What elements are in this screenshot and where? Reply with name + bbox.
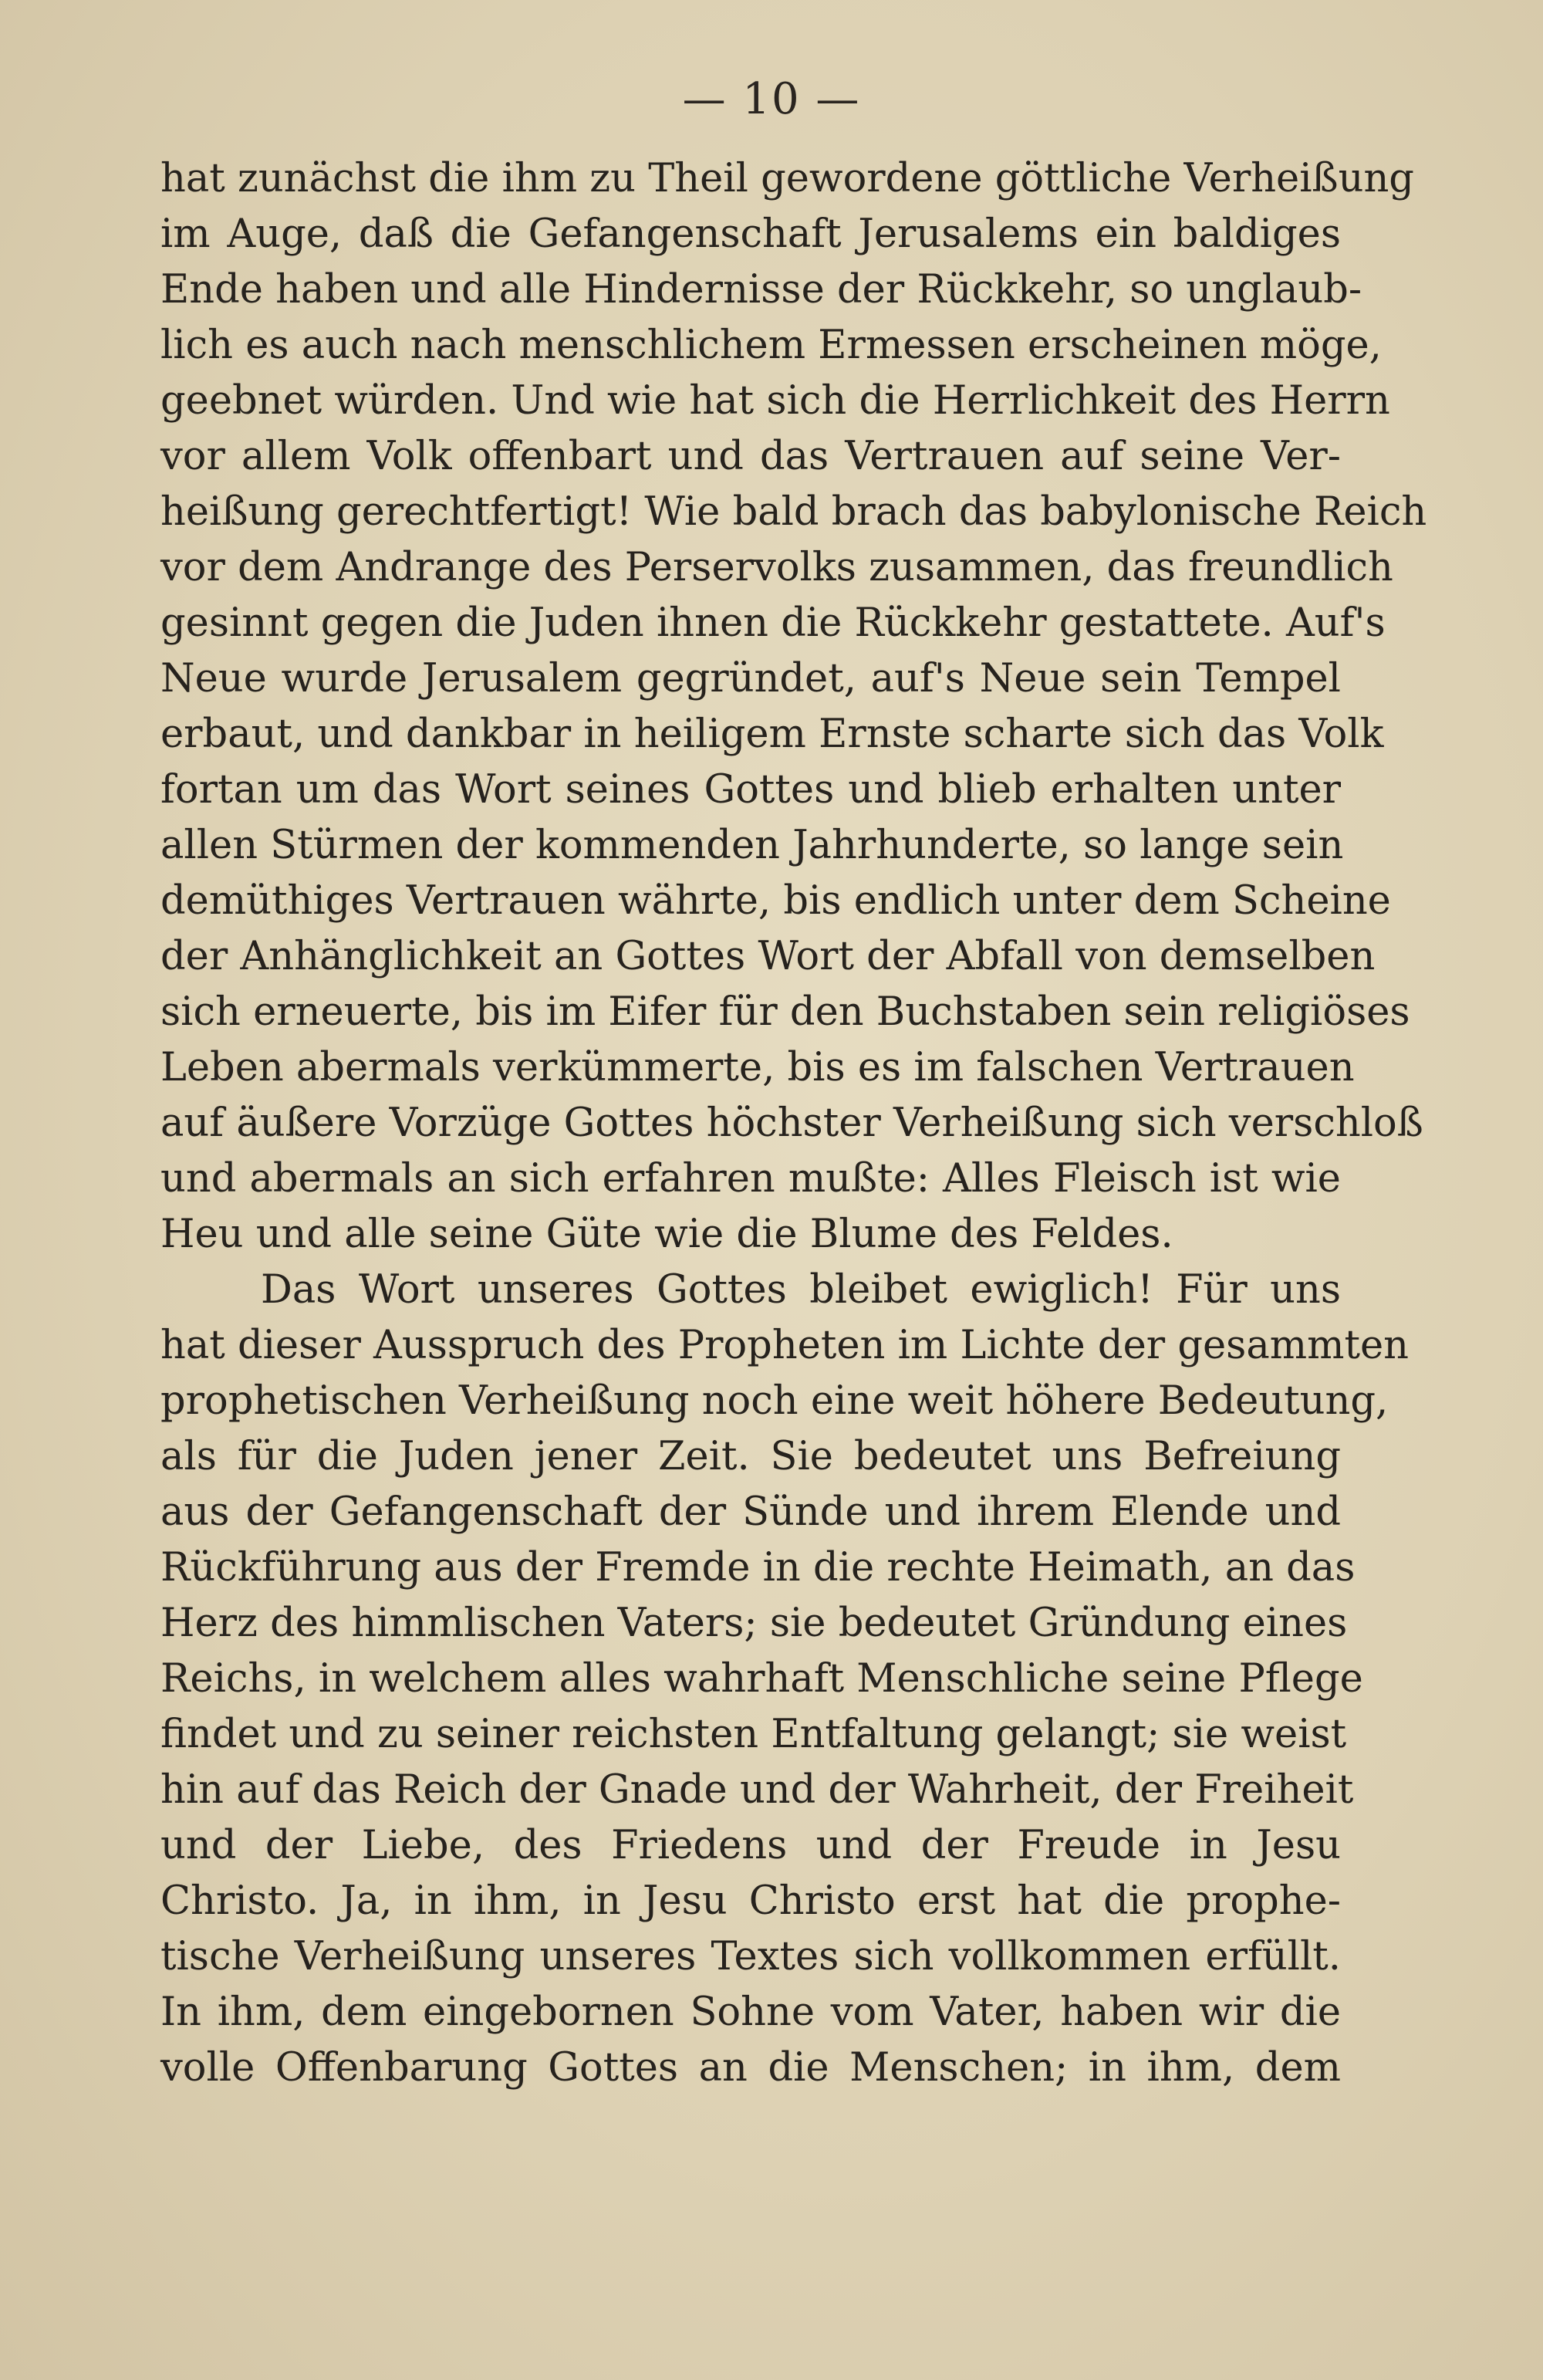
text-line: In ihm, dem eingebornen Sohne vom Vater, haben wir die — [160, 1990, 1341, 2035]
body-text — [160, 151, 1427, 2096]
page-number: — 10 — — [682, 74, 861, 124]
text-line: Christo. Ja, in ihm, in Jesu Christo erst hat die prophe- — [160, 1878, 1341, 1924]
text-line: auf äußere Vorzüge Gottes höchster Verheißung sich verschloß — [160, 1100, 1423, 1146]
text-line: hat zunächst die ihm zu Theil gewordene göttliche Verheißung — [160, 156, 1414, 201]
text-line: hat dieser Ausspruch des Propheten im Lichte der gesammten — [160, 1323, 1410, 1368]
text-line: Reichs, in welchem alles wahrhaft Menschliche seine Pflege — [160, 1656, 1363, 1702]
text-line: demüthiges Vertrauen währte, bis endlich unter dem Scheine — [160, 878, 1391, 924]
text-line: fortan um das Wort seines Gottes und blieb erhalten unter — [160, 767, 1341, 813]
text-line: Rückführung aus der Fremde in die rechte Heimath, an das — [160, 1545, 1356, 1591]
text-line: volle Offenbarung Gottes an die Menschen; in ihm, dem — [160, 2045, 1341, 2091]
text-line: Neue wurde Jerusalem gegründet, auf's Neue sein Tempel — [160, 656, 1341, 701]
text-line: vor allem Volk offenbart und das Vertrauen auf seine Ver- — [160, 434, 1341, 479]
text-line: prophetischen Verheißung noch eine weit höhere Bedeutung, — [160, 1378, 1389, 1424]
text-line: vor dem Andrange des Perservolks zusammen, das freundlich — [160, 545, 1393, 590]
text-line: der Anhänglichkeit an Gottes Wort der Abfall von demselben — [160, 934, 1376, 979]
text-line: allen Stürmen der kommenden Jahrhunderte, so lange sein — [160, 823, 1344, 868]
text-line: im Auge, daß die Gefangenschaft Jerusalems ein baldiges — [160, 211, 1341, 257]
text-line: hin auf das Reich der Gnade und der Wahrheit, der Freiheit — [160, 1767, 1354, 1813]
text-line: als für die Juden jener Zeit. Sie bedeutet uns Befreiung — [160, 1434, 1341, 1479]
paragraph-start-line: Das Wort unseres Gottes bleibet ewiglich! Für uns — [261, 1267, 1341, 1313]
text-line: Leben abermals verkümmerte, bis es im falschen Vertrauen — [160, 1045, 1355, 1090]
text-line: und der Liebe, des Friedens und der Freude in Jesu — [160, 1823, 1341, 1868]
text-line: gesinnt gegen die Juden ihnen die Rückkehr gestattete. Auf's — [160, 600, 1386, 646]
text-line: geebnet würden. Und wie hat sich die Herrlichkeit des Herrn — [160, 378, 1390, 424]
text-line: erbaut, und dankbar in heiligem Ernste scharte sich das Volk — [160, 712, 1384, 757]
text-line: Heu und alle seine Güte wie die Blume des Feldes. — [160, 1212, 1173, 1257]
text-line: heißung gerechtfertigt! Wie bald brach das babylonische Reich — [160, 489, 1427, 535]
text-line: aus der Gefangenschaft der Sünde und ihrem Elende und — [160, 1489, 1341, 1535]
text-line: Ende haben und alle Hindernisse der Rückkehr, so unglaub- — [160, 267, 1362, 313]
text-line: sich erneuerte, bis im Eifer für den Buchstaben sein religiöses — [160, 989, 1410, 1035]
text-line: und abermals an sich erfahren mußte: Alles Fleisch ist wie — [160, 1156, 1341, 1202]
text-line: findet und zu seiner reichsten Entfaltung gelangt; sie weist — [160, 1712, 1347, 1757]
text-line: lich es auch nach menschlichem Ermessen erscheinen möge, — [160, 323, 1382, 368]
text-line: Herz des himmlischen Vaters; sie bedeutet Gründung eines — [160, 1601, 1348, 1646]
text-line: tische Verheißung unseres Textes sich vollkommen erfüllt. — [160, 1934, 1341, 1979]
